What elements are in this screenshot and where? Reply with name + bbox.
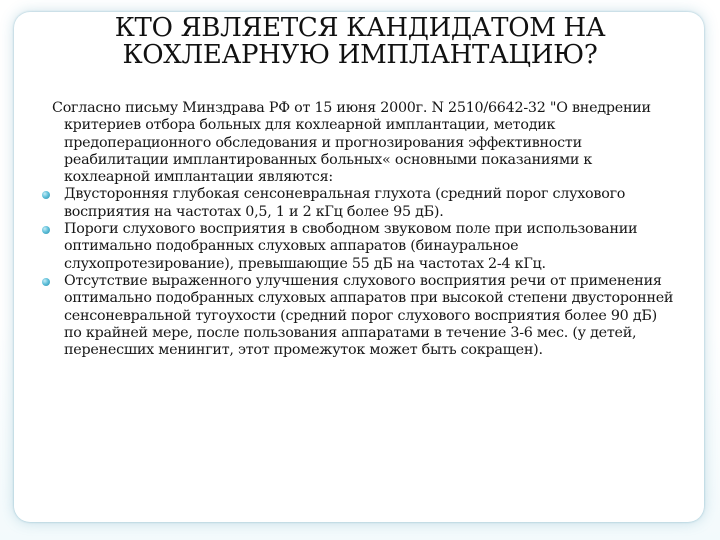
list-item-text: Двусторонняя глубокая сенсоневральная глухота (средний порог слухового восприятия на частотах 0,5, 1 и 2 кГц более 95 дБ). <box>64 186 626 220</box>
bullet-dot-icon <box>42 191 50 199</box>
slide-title <box>80 15 640 69</box>
title-line-2: КОХЛЕАРНУЮ ИМПЛАНТАЦИЮ? <box>122 40 598 70</box>
list-item-text: Пороги слухового восприятия в свободном звуковом поле при использовании оптимально подобранных слуховых аппаратов (бинауральное слухопротезирование), превышающие 55 дБ на частотах 2-4 кГц. <box>64 221 638 272</box>
list-item-text: Отсутствие выраженного улучшения слухового восприятия речи от применения оптимально подобранных слуховых аппаратов при высокой степени двусторонней сенсоневральной тугоухости (средний порог слухового восприятия более 90 дБ) по крайней мере, после пользования аппаратами в течение 3-6 мес. (у детей, перенесших менингит, этот промежуток может быть сокращен). <box>64 272 674 359</box>
indications-list <box>48 186 678 359</box>
list-item <box>48 186 678 221</box>
list-item <box>48 273 678 359</box>
title-line-1: КТО ЯВЛЯЕТСЯ КАНДИДАТОМ НА <box>114 13 606 43</box>
bullet-dot-icon <box>42 226 50 234</box>
slide-body <box>48 100 678 359</box>
intro-paragraph: Согласно письму Минздрава РФ от 15 июня 2000г. N 2510/6642-32 "О внедрении критериев отбора больных для кохлеарной имплантации, методик предоперационного обследования и прогнозирования эффективности реабилитации имплантированных больных« основными показаниями к кохлеарной имплантации являются: <box>52 100 651 186</box>
list-item <box>48 221 678 273</box>
bullet-dot-icon <box>42 278 50 286</box>
